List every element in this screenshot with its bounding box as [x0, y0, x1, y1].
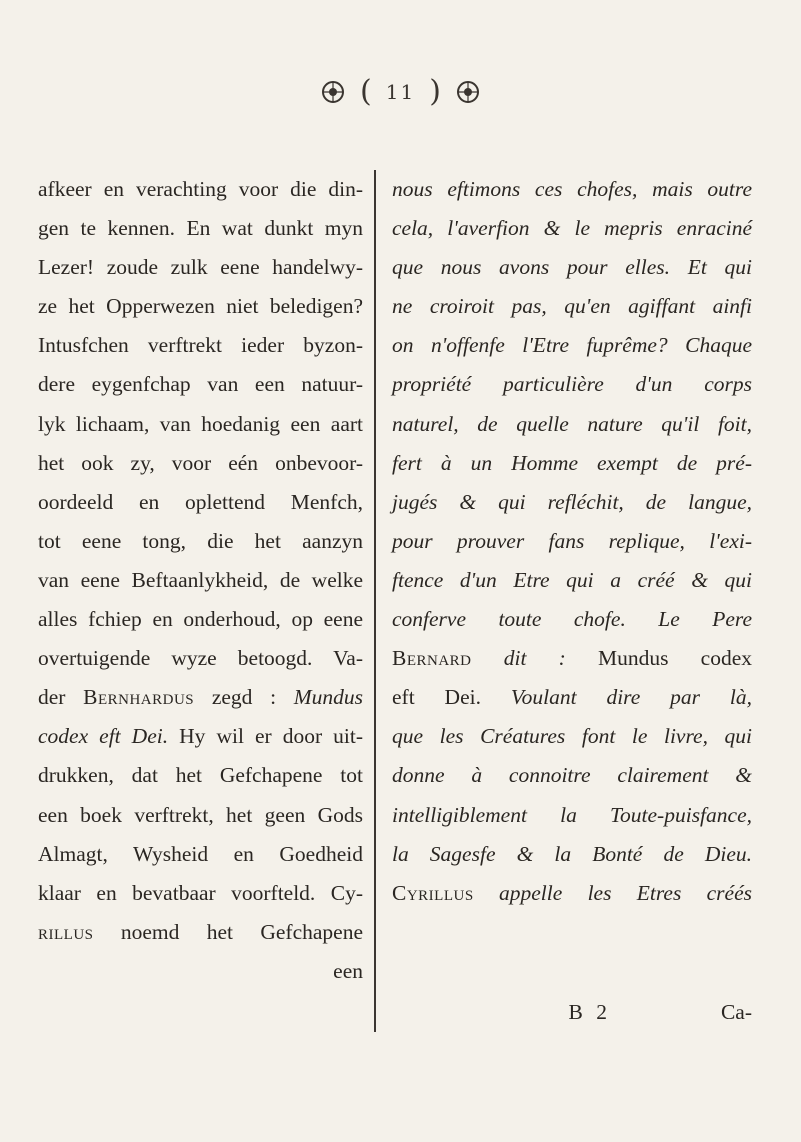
page-header [0, 74, 801, 109]
text-line: tot eene tong, die het aanzyn [38, 528, 363, 553]
signature-mark: B 2 [568, 1000, 611, 1024]
text-line: een boek verftrekt, het geen Gods [38, 802, 363, 827]
text-line: Lezer! zoude zulk eene handelwy- [38, 255, 363, 280]
text-line: propriété particulière d'un corps [392, 372, 752, 397]
text-run: Voulant dire par là, [480, 685, 753, 710]
text-line: la Sagesfe & la Bonté de Dieu. [392, 841, 752, 866]
author-name: Cyrillus [392, 880, 474, 905]
page-footer [392, 1000, 752, 1025]
text-line: que les Créatures font le livre, qui [392, 724, 752, 749]
text-line: Intusfchen verftrekt ieder byzon- [38, 333, 363, 358]
left-column-dutch [38, 170, 363, 991]
text-line: intelligiblement la Toute-puisfance, [392, 802, 752, 827]
catchword: een [333, 958, 363, 983]
text-line: fert à un Homme exempt de pré- [392, 450, 752, 475]
text-line: jugés & qui refléchit, de langue, [392, 489, 752, 514]
latin-quote: Mundus [293, 685, 364, 710]
page-number: 11 [385, 79, 416, 104]
text-line [38, 717, 363, 756]
author-name: Bernhardus [83, 685, 195, 710]
ornament-icon [320, 79, 346, 105]
text-line: gen te kennen. En wat dunkt myn [38, 216, 363, 241]
text-line: conferve toute chofe. Le Pere [392, 607, 752, 632]
author-name: rillus [38, 919, 94, 944]
text-line: Almagt, Wysheid en Goedheid [38, 841, 363, 866]
latin-quote: eft Dei. [392, 685, 481, 710]
right-column-french [392, 170, 752, 913]
close-paren: ) [429, 74, 441, 109]
text-line: on n'offenfe l'Etre fuprême? Chaque [392, 333, 752, 358]
text-line: donne à connoitre clairement & [392, 763, 752, 788]
text-line [392, 678, 752, 717]
text-line: overtuigende wyze betoogd. Va- [38, 646, 363, 671]
text-line: pour prouver fans replique, l'exi- [392, 528, 752, 553]
text-line [38, 678, 363, 717]
text-run: noemd het Gefchapene [93, 919, 363, 944]
text-line: naturel, de quelle nature qu'il foit, [392, 411, 752, 436]
text-line: ftence d'un Etre qui a créé & qui [392, 567, 752, 592]
text-line: drukken, dat het Gefchapene tot [38, 763, 363, 788]
text-line: ne croiroit pas, qu'en agiffant ainfi [392, 294, 752, 319]
text-line: klaar en bevatbaar voorfteld. Cy- [38, 880, 363, 905]
text-line [392, 874, 752, 913]
text-run: zegd : [194, 685, 294, 710]
text-line: ze het Opperwezen niet beledigen? [38, 294, 363, 319]
ornament-icon [455, 79, 481, 105]
text-line: nous eftimons ces chofes, mais outre [392, 177, 752, 201]
column-divider [374, 170, 376, 1032]
text-line: dere eygenfchap van een natuur- [38, 372, 363, 397]
catchword: Ca- [720, 1000, 752, 1024]
text-line: van eene Beftaanlykheid, de welke [38, 567, 363, 592]
text-line: alles fchiep en onderhoud, op eene [38, 607, 363, 632]
text-line: que nous avons pour elles. Et qui [392, 255, 752, 280]
text-run: Hy wil er door uit- [168, 724, 363, 749]
latin-quote: Mundus codex [597, 646, 753, 671]
open-paren: ( [360, 74, 372, 109]
latin-quote: codex eft Dei. [38, 724, 169, 749]
text-line: oordeeld en oplettend Menfch, [38, 489, 363, 514]
author-name: Bernard [392, 646, 472, 671]
text-run: appelle les Etres créés [473, 880, 752, 905]
text-line: lyk lichaam, van hoedanig een aart [38, 411, 363, 436]
text-run: der [38, 685, 84, 710]
text-line: cela, l'averfion & le mepris enraciné [392, 216, 752, 241]
text-run: dit : [471, 646, 598, 671]
text-line: het ook zy, voor eén onbevoor- [38, 450, 363, 475]
text-line [392, 639, 752, 678]
text-line: afkeer en verachting voor die din- [38, 177, 363, 201]
text-line [38, 913, 363, 952]
